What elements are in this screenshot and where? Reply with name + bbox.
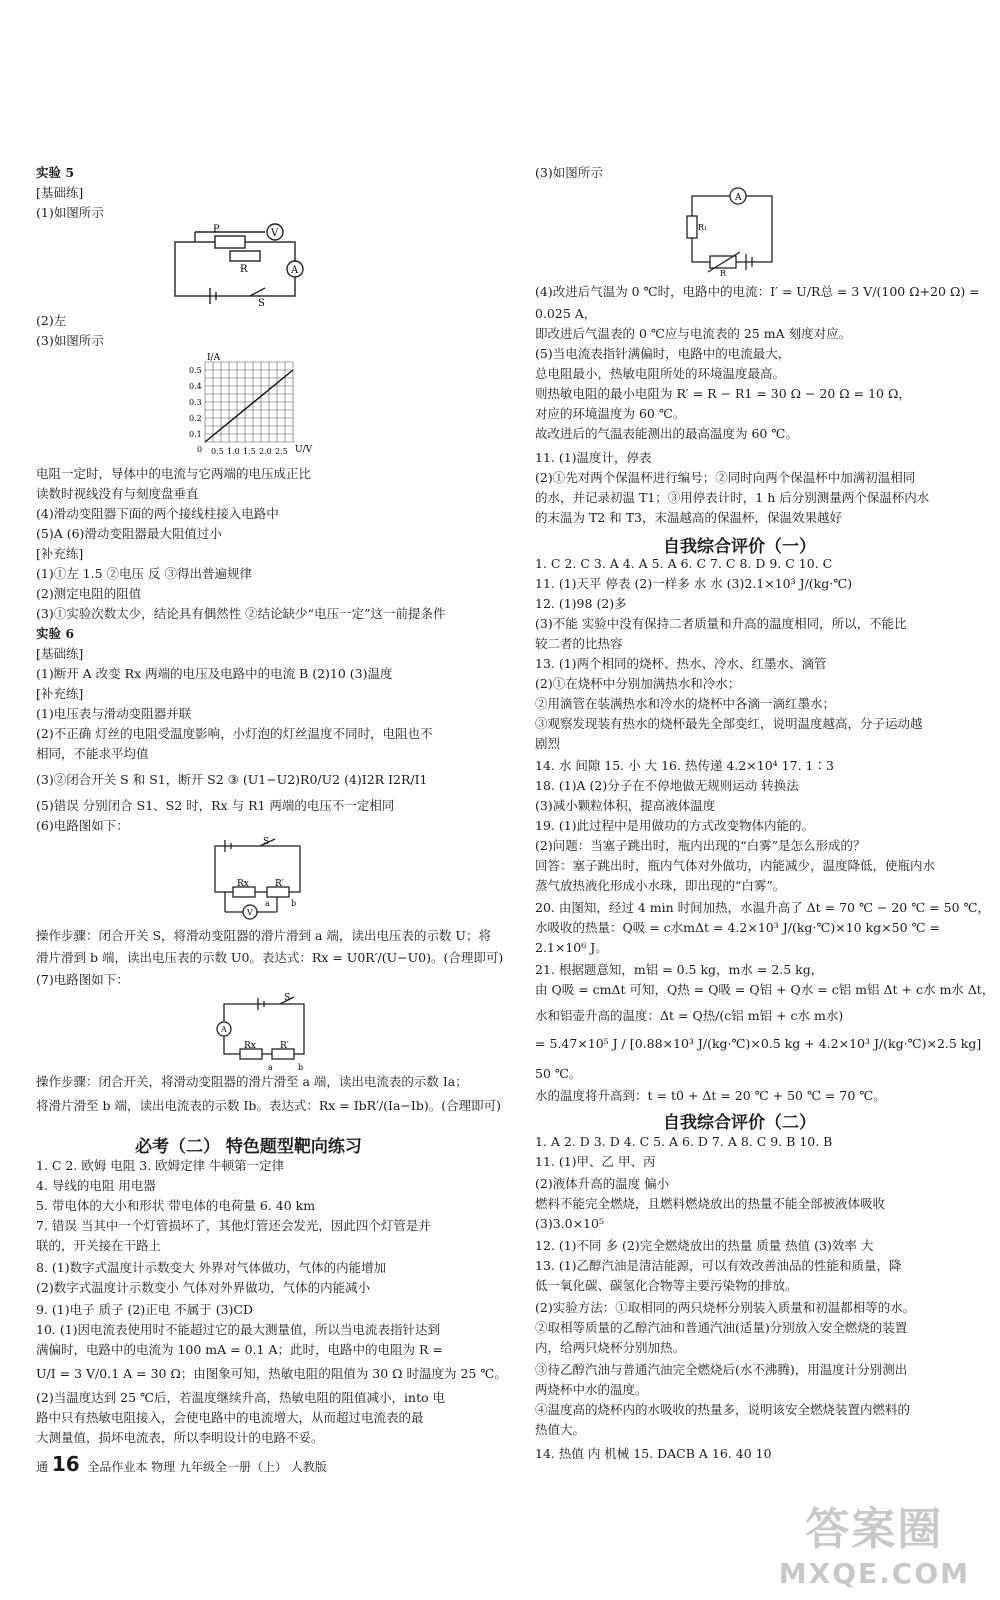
circuit-diagram-voltmeter bbox=[205, 836, 315, 926]
watermark bbox=[779, 1493, 970, 1590]
left-line: (2)左 bbox=[36, 313, 67, 328]
label-rp: R′ bbox=[275, 879, 284, 889]
left-line: 操作步骤：闭合开关，将滑动变阻器的滑片滑至 a 端，读出电流表的示数 Ia； bbox=[36, 1074, 468, 1089]
circuit-diagram-thermistor bbox=[680, 184, 790, 276]
label-a-point: a bbox=[268, 1063, 273, 1072]
right-line: 2.1×10⁶ J。 bbox=[535, 940, 608, 955]
x-tick: 1.0 bbox=[227, 447, 240, 456]
right-line: 较二者的比热容 bbox=[535, 636, 623, 651]
left-line: 路中只有热敏电阻接入，会使电路中的电流增大，从而超过电流表的最 bbox=[36, 1410, 424, 1425]
label-r1: R₁ bbox=[698, 223, 708, 232]
label-a-point: a bbox=[265, 899, 270, 908]
left-line: 1. C 2. 欧姆 电阻 3. 欧姆定律 牛顿第一定律 bbox=[36, 1158, 285, 1173]
y-tick: 0.2 bbox=[189, 414, 202, 423]
right-line: 水吸收的热量：Q吸 = c水mΔt = 4.2×10³ J/(kg·℃)×10 kg×50 ℃ = bbox=[535, 920, 940, 935]
left-line: (7)电路图如下： bbox=[36, 972, 129, 987]
right-line: 19. (1)此过程中是用做功的方式改变物体内能的。 bbox=[535, 818, 815, 833]
left-line: [基础练] bbox=[36, 646, 84, 661]
label-a: A bbox=[221, 1025, 227, 1034]
right-line: 总电阻最小，热敏电阻所处的环境温度最高。 bbox=[535, 366, 786, 381]
left-line: (2)数字式温度计示数变小 气体对外界做功，气体的内能减小 bbox=[36, 1280, 371, 1295]
right-line: 12. (1)98 (2)多 bbox=[535, 596, 627, 611]
right-line: (4)改进后气温为 0 ℃时，电路中的电流：I′ = U/R总 = 3 V/(100 Ω+20 Ω) = bbox=[535, 284, 980, 299]
left-line: U/I = 3 V/0.1 A = 30 Ω；由图象可知，热敏电阻的阻值为 30 Ω 时温度为 25 ℃。 bbox=[36, 1366, 507, 1381]
left-line: 9. (1)电子 质子 (2)正电 不属于 (3)CD bbox=[36, 1302, 253, 1317]
right-line: 两烧杯中水的温度。 bbox=[535, 1382, 648, 1397]
section-title-eval-2: 自我综合评价（二） bbox=[663, 1113, 816, 1133]
circuit-diagram-ammeter bbox=[210, 992, 320, 1072]
left-line: 操作步骤：闭合开关 S，将滑动变阻器的滑片滑到 a 端，读出电压表的示数 U；将 bbox=[36, 928, 491, 943]
right-line: (3)如图所示 bbox=[535, 165, 603, 180]
left-line: [基础练] bbox=[36, 185, 84, 200]
right-line: 由 Q吸 = cmΔt 可知，Q热 = Q吸 = Q铝 + Q水 = c铝 m铝 Δt + c水 m水 Δt， bbox=[535, 982, 995, 997]
left-line: (6)电路图如下： bbox=[36, 818, 129, 833]
left-line: 相同，不能求平均值 bbox=[36, 746, 149, 761]
iu-graph bbox=[175, 352, 345, 462]
right-line: 14. 水 间隙 15. 小 大 16. 热传递 4.2×10⁴ 17. 1∶3 bbox=[535, 758, 834, 773]
right-line: 即改进后气温表的 0 ℃应与电流表的 25 mA 刻度对应。 bbox=[535, 326, 852, 341]
left-line: (1)①左 1.5 ②电压 反 ③得出普遍规律 bbox=[36, 566, 252, 581]
right-line: ③待乙醇汽油与普通汽油完全燃烧后(水不沸腾)，用温度计分别测出 bbox=[535, 1362, 908, 1377]
right-line: 则热敏电阻的最小电阻为 R′ = R − R1 = 30 Ω − 20 Ω = 10 Ω， bbox=[535, 386, 911, 401]
y-tick: 0.4 bbox=[189, 382, 202, 391]
graph-x-label: U/V bbox=[295, 445, 313, 455]
label-rx: Rx bbox=[237, 879, 249, 889]
right-line: (3)不能 实验中没有保持二者质量和升高的温度相同，所以，不能比 bbox=[535, 616, 907, 631]
left-line: (1)如图所示 bbox=[36, 205, 104, 220]
label-s: S bbox=[263, 837, 270, 847]
right-line: (2)实验方法：①取相同的两只烧杯分别装入质量和初温都相等的水。 bbox=[535, 1300, 916, 1315]
label-v: V bbox=[247, 908, 253, 917]
label-b-point: b bbox=[291, 899, 297, 908]
label-b-point: b bbox=[298, 1063, 304, 1072]
right-line: 的水，并记录初温 T1；③用停表计时，1 h 后分别测量两个保温杯内水 bbox=[535, 490, 930, 505]
right-line: ②取相等质量的乙醇汽油和普通汽油(适量)分别放入安全燃烧的装置 bbox=[535, 1320, 908, 1335]
left-line: (3)②闭合开关 S 和 S1，断开 S2 ③ (U1−U2)R0/U2 (4)I2R I2R/I1 bbox=[36, 772, 428, 787]
right-line: 13. (1)两个相同的烧杯、热水、冷水、红墨水、滴管 bbox=[535, 656, 827, 671]
circuit-diagram-1 bbox=[120, 222, 320, 308]
right-line: 18. (1)A (2)分子在不停地做无规则运动 转换法 bbox=[535, 778, 799, 793]
watermark-url: MXQE.COM bbox=[778, 1557, 970, 1590]
right-line: (2)问题：当塞子跳出时，瓶内出现的“白雾”是怎么形成的？ bbox=[535, 838, 866, 853]
left-line: (1)电压表与滑动变阻器并联 bbox=[36, 706, 192, 721]
right-line: 低一氧化碳、碳氢化合物等主要污染物的排放。 bbox=[535, 1278, 798, 1293]
right-line: ②用滴管在装满热水和冷水的烧杯中各滴一滴红墨水； bbox=[535, 696, 836, 711]
right-line: 14. 热值 内 机械 15. DACB A 16. 40 10 bbox=[535, 1446, 772, 1461]
left-line: 8. (1)数字式温度计示数变大 外界对气体做功，气体的内能增加 bbox=[36, 1260, 387, 1275]
label-a: A bbox=[291, 265, 299, 276]
right-line: 11. (1)温度计，停表 bbox=[535, 450, 652, 465]
x-tick: 2.0 bbox=[259, 447, 272, 456]
right-line: 1. C 2. C 3. A 4. A 5. A 6. C 7. C 8. D 9. C 10. C bbox=[535, 556, 833, 571]
left-line: 实验 6 bbox=[36, 626, 75, 641]
label-rx: Rx bbox=[244, 1041, 256, 1051]
right-line: (2)①先对两个保温杯进行编号；②同时向两个保温杯中加满初温相同 bbox=[535, 470, 916, 485]
left-line: (2)测定电阻的阻值 bbox=[36, 586, 142, 601]
right-line: 内，给两只烧杯分别加热。 bbox=[535, 1340, 686, 1355]
left-line: (3)①实验次数太少，结论具有偶然性 ②结论缺少“电压一定”这一前提条件 bbox=[36, 606, 446, 621]
right-line: 水和铝壶升高的温度：Δt = Q热/(c铝 m铝 + c水 m水) bbox=[535, 1008, 844, 1023]
label-a: A bbox=[735, 193, 742, 203]
label-s: S bbox=[258, 298, 265, 308]
label-s: S bbox=[284, 993, 291, 1003]
left-line: (3)如图所示 bbox=[36, 333, 104, 348]
right-line: ③观察发现装有热水的烧杯最先全部变红，说明温度越高，分子运动越 bbox=[535, 716, 923, 731]
y-tick: 0 bbox=[197, 445, 203, 454]
right-line: 20. 由图知，经过 4 min 时间加热，水温升高了 Δt = 70 ℃ − 20 ℃ = 50 ℃， bbox=[535, 900, 990, 915]
right-line: (2)①在烧杯中分别加满热水和冷水； bbox=[535, 676, 741, 691]
left-line: 电阻一定时，导体中的电流与它两端的电压成正比 bbox=[36, 466, 312, 481]
x-tick: 2.5 bbox=[275, 447, 288, 456]
right-line: 水的温度将升高到：t = t0 + Δt = 20 ℃ + 50 ℃ = 70 ℃。 bbox=[535, 1088, 886, 1103]
left-line: 10. (1)因电流表使用时不能超过它的最大测量值，所以当电流表指针达到 bbox=[36, 1322, 441, 1337]
right-line: 剧烈 bbox=[535, 736, 561, 751]
left-line: 滑片滑到 b 端，读出电压表的示数 U0。表达式：Rx = U0R′/(U−U0)。(合理即可) bbox=[36, 950, 504, 965]
left-line: 满偏时，电路中的电流为 100 mA = 0.1 A；此时，电路中的电阻为 R = bbox=[36, 1342, 443, 1357]
left-line: 7. 错误 当其中一个灯管损坏了，其他灯管还会发光，因此四个灯管是并 bbox=[36, 1218, 431, 1233]
label-r: R bbox=[720, 269, 727, 276]
label-r: R bbox=[240, 264, 248, 275]
right-line: (2)液体升高的温度 偏小 bbox=[535, 1176, 670, 1191]
page-number: 16 bbox=[51, 1452, 80, 1476]
left-line: [补充练] bbox=[36, 546, 84, 561]
right-line: 蒸气放热液化形成小水珠，即出现的“白雾”。 bbox=[535, 878, 786, 893]
left-line: 实验 5 bbox=[36, 165, 75, 180]
page-footer bbox=[36, 1452, 327, 1476]
right-line: 热值大。 bbox=[535, 1422, 586, 1437]
left-line: 读数时视线没有与刻度盘垂直 bbox=[36, 486, 199, 501]
right-line: 50 ℃。 bbox=[535, 1066, 582, 1081]
left-line: (5)错误 分别闭合 S1、S2 时，Rx 与 R1 两端的电压不一定相同 bbox=[36, 798, 395, 813]
right-line: 回答：塞子跳出时，瓶内气体对外做功，内能减少，温度降低，使瓶内水 bbox=[535, 858, 936, 873]
left-line: 大测量值，损坏电流表，所以李明设计的电路不妥。 bbox=[36, 1430, 324, 1445]
left-line: 4. 导线的电阻 用电器 bbox=[36, 1178, 156, 1193]
x-tick: 0.5 bbox=[211, 447, 224, 456]
left-line: 将滑片滑至 b 端，读出电流表的示数 Ib。表达式：Rx = IbR′/(Ia−Ib)。(合理即可) bbox=[36, 1098, 501, 1113]
left-line: [补充练] bbox=[36, 686, 84, 701]
graph-y-label: I/A bbox=[207, 353, 221, 363]
watermark-logo: 答案圈 bbox=[805, 1504, 944, 1555]
footer-text: 全品作业本 物理 九年级全一册（上） 人教版 bbox=[87, 1460, 327, 1474]
left-line: (4)滑动变阻器下面的两个接线柱接入电路中 bbox=[36, 506, 279, 521]
label-rp: R′ bbox=[280, 1041, 289, 1051]
right-line: 21. 根据题意知，m铝 = 0.5 kg，m水 = 2.5 kg， bbox=[535, 962, 824, 977]
right-line: 的末温为 T2 和 T3，末温越高的保温杯，保温效果越好 bbox=[535, 510, 843, 525]
section-title-eval-1: 自我综合评价（一） bbox=[663, 537, 816, 557]
section-title-bikao: 必考（二） 特色题型靶向练习 bbox=[135, 1137, 362, 1157]
right-line: 燃料不能完全燃烧，且燃料燃烧放出的热量不能全部被液体吸收 bbox=[535, 1196, 886, 1211]
right-line: 1. A 2. D 3. D 4. C 5. A 6. D 7. A 8. C 9. B 10. B bbox=[535, 1134, 833, 1149]
right-line: 13. (1)乙醇汽油是清洁能源，可以有效改善油品的性能和质量，降 bbox=[535, 1258, 902, 1273]
x-tick: 1.5 bbox=[243, 447, 256, 456]
right-line: 11. (1)天平 停表 (2)一样多 水 水 (3)2.1×10³ J/(kg·℃) bbox=[535, 576, 853, 591]
right-line: 对应的环境温度为 60 ℃。 bbox=[535, 406, 686, 421]
left-line: 联的，开关接在干路上 bbox=[36, 1238, 162, 1253]
label-v: V bbox=[271, 228, 279, 239]
right-line: 11. (1)甲、乙 甲、丙 bbox=[535, 1154, 656, 1169]
y-tick: 0.1 bbox=[189, 430, 202, 439]
right-line: 故改进后的气温表能测出的最高温度为 60 ℃。 bbox=[535, 426, 798, 441]
right-line: (3)3.0×10⁵ bbox=[535, 1216, 604, 1231]
footer-prefix: 通 bbox=[36, 1460, 49, 1474]
right-line: 12. (1)不同 多 (2)完全燃烧放出的热量 质量 热值 (3)效率 大 bbox=[535, 1238, 874, 1253]
left-line: (2)当温度达到 25 ℃后，若温度继续升高，热敏电阻的阻值减小，into 电 bbox=[36, 1390, 446, 1405]
y-tick: 0.3 bbox=[189, 398, 202, 407]
left-line: (1)断开 A 改变 Rx 两端的电压及电路中的电流 B (2)10 (3)温度 bbox=[36, 666, 393, 681]
right-line: 0.025 A， bbox=[535, 306, 597, 321]
right-line: (3)减小颗粒体积，提高液体温度 bbox=[535, 798, 716, 813]
label-p: P bbox=[213, 224, 220, 235]
right-line: = 5.47×10⁵ J / [0.88×10³ J/(kg·℃)×0.5 kg + 4.2×10³ J/(kg·℃)×2.5 kg] bbox=[535, 1036, 982, 1051]
left-line: (5)A (6)滑动变阻器最大阻值过小 bbox=[36, 526, 222, 541]
left-line: (2)不正确 灯丝的电阻受温度影响，小灯泡的灯丝温度不同时，电阻也不 bbox=[36, 726, 433, 741]
right-line: (5)当电流表指针满偏时，电路中的电流最大， bbox=[535, 346, 791, 361]
right-line: ④温度高的烧杯内的水吸收的热量多，说明该安全燃烧装置内燃料的 bbox=[535, 1402, 911, 1417]
left-line: 5. 带电体的大小和形状 带电体的电荷量 6. 40 km bbox=[36, 1198, 316, 1213]
y-tick: 0.5 bbox=[189, 366, 202, 375]
